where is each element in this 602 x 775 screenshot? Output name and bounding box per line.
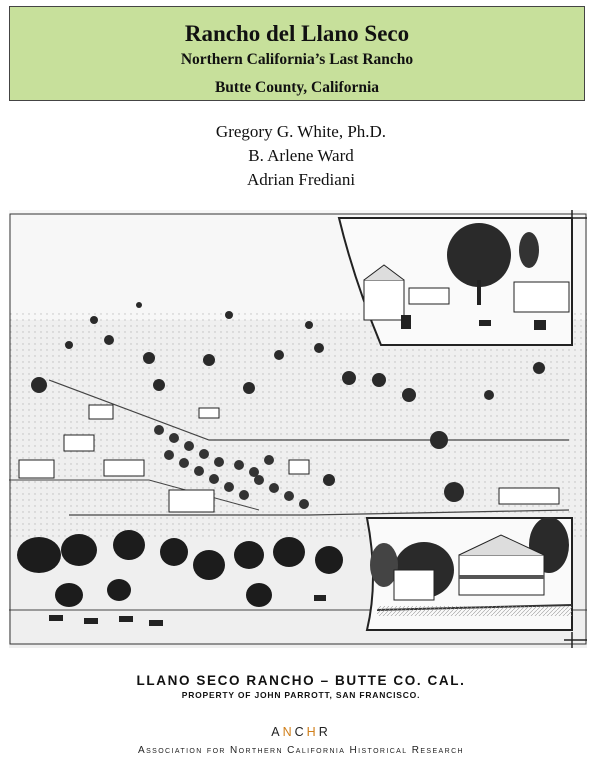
publisher-acronym: [0, 725, 602, 739]
author-name: Adrian Frediani: [246, 170, 356, 189]
illustration-caption: LLANO SECO RANCHO – BUTTE CO. CAL.: [136, 673, 466, 688]
acronym-letter: C: [294, 725, 307, 739]
acronym-letter: N: [282, 725, 295, 739]
acronym-letter: A: [271, 725, 283, 739]
publisher-name: Association for Northern California Historical Research: [138, 745, 464, 756]
ranch-engraving-illustration: [9, 210, 587, 648]
report-subtitle: Northern California’s Last Rancho: [180, 51, 414, 68]
acronym-letter: R: [318, 725, 331, 739]
report-title: Rancho del Llano Seco: [184, 21, 410, 46]
report-location: Butte County, California: [214, 79, 380, 96]
author-name: Gregory G. White, Ph.D.: [215, 122, 387, 141]
author-name: B. Arlene Ward: [248, 146, 354, 165]
acronym-letter: H: [306, 725, 319, 739]
illustration-subcaption: PROPERTY OF JOHN PARROTT, SAN FRANCISCO.: [181, 690, 421, 700]
title-band: [9, 6, 585, 101]
author-list: [0, 120, 602, 192]
